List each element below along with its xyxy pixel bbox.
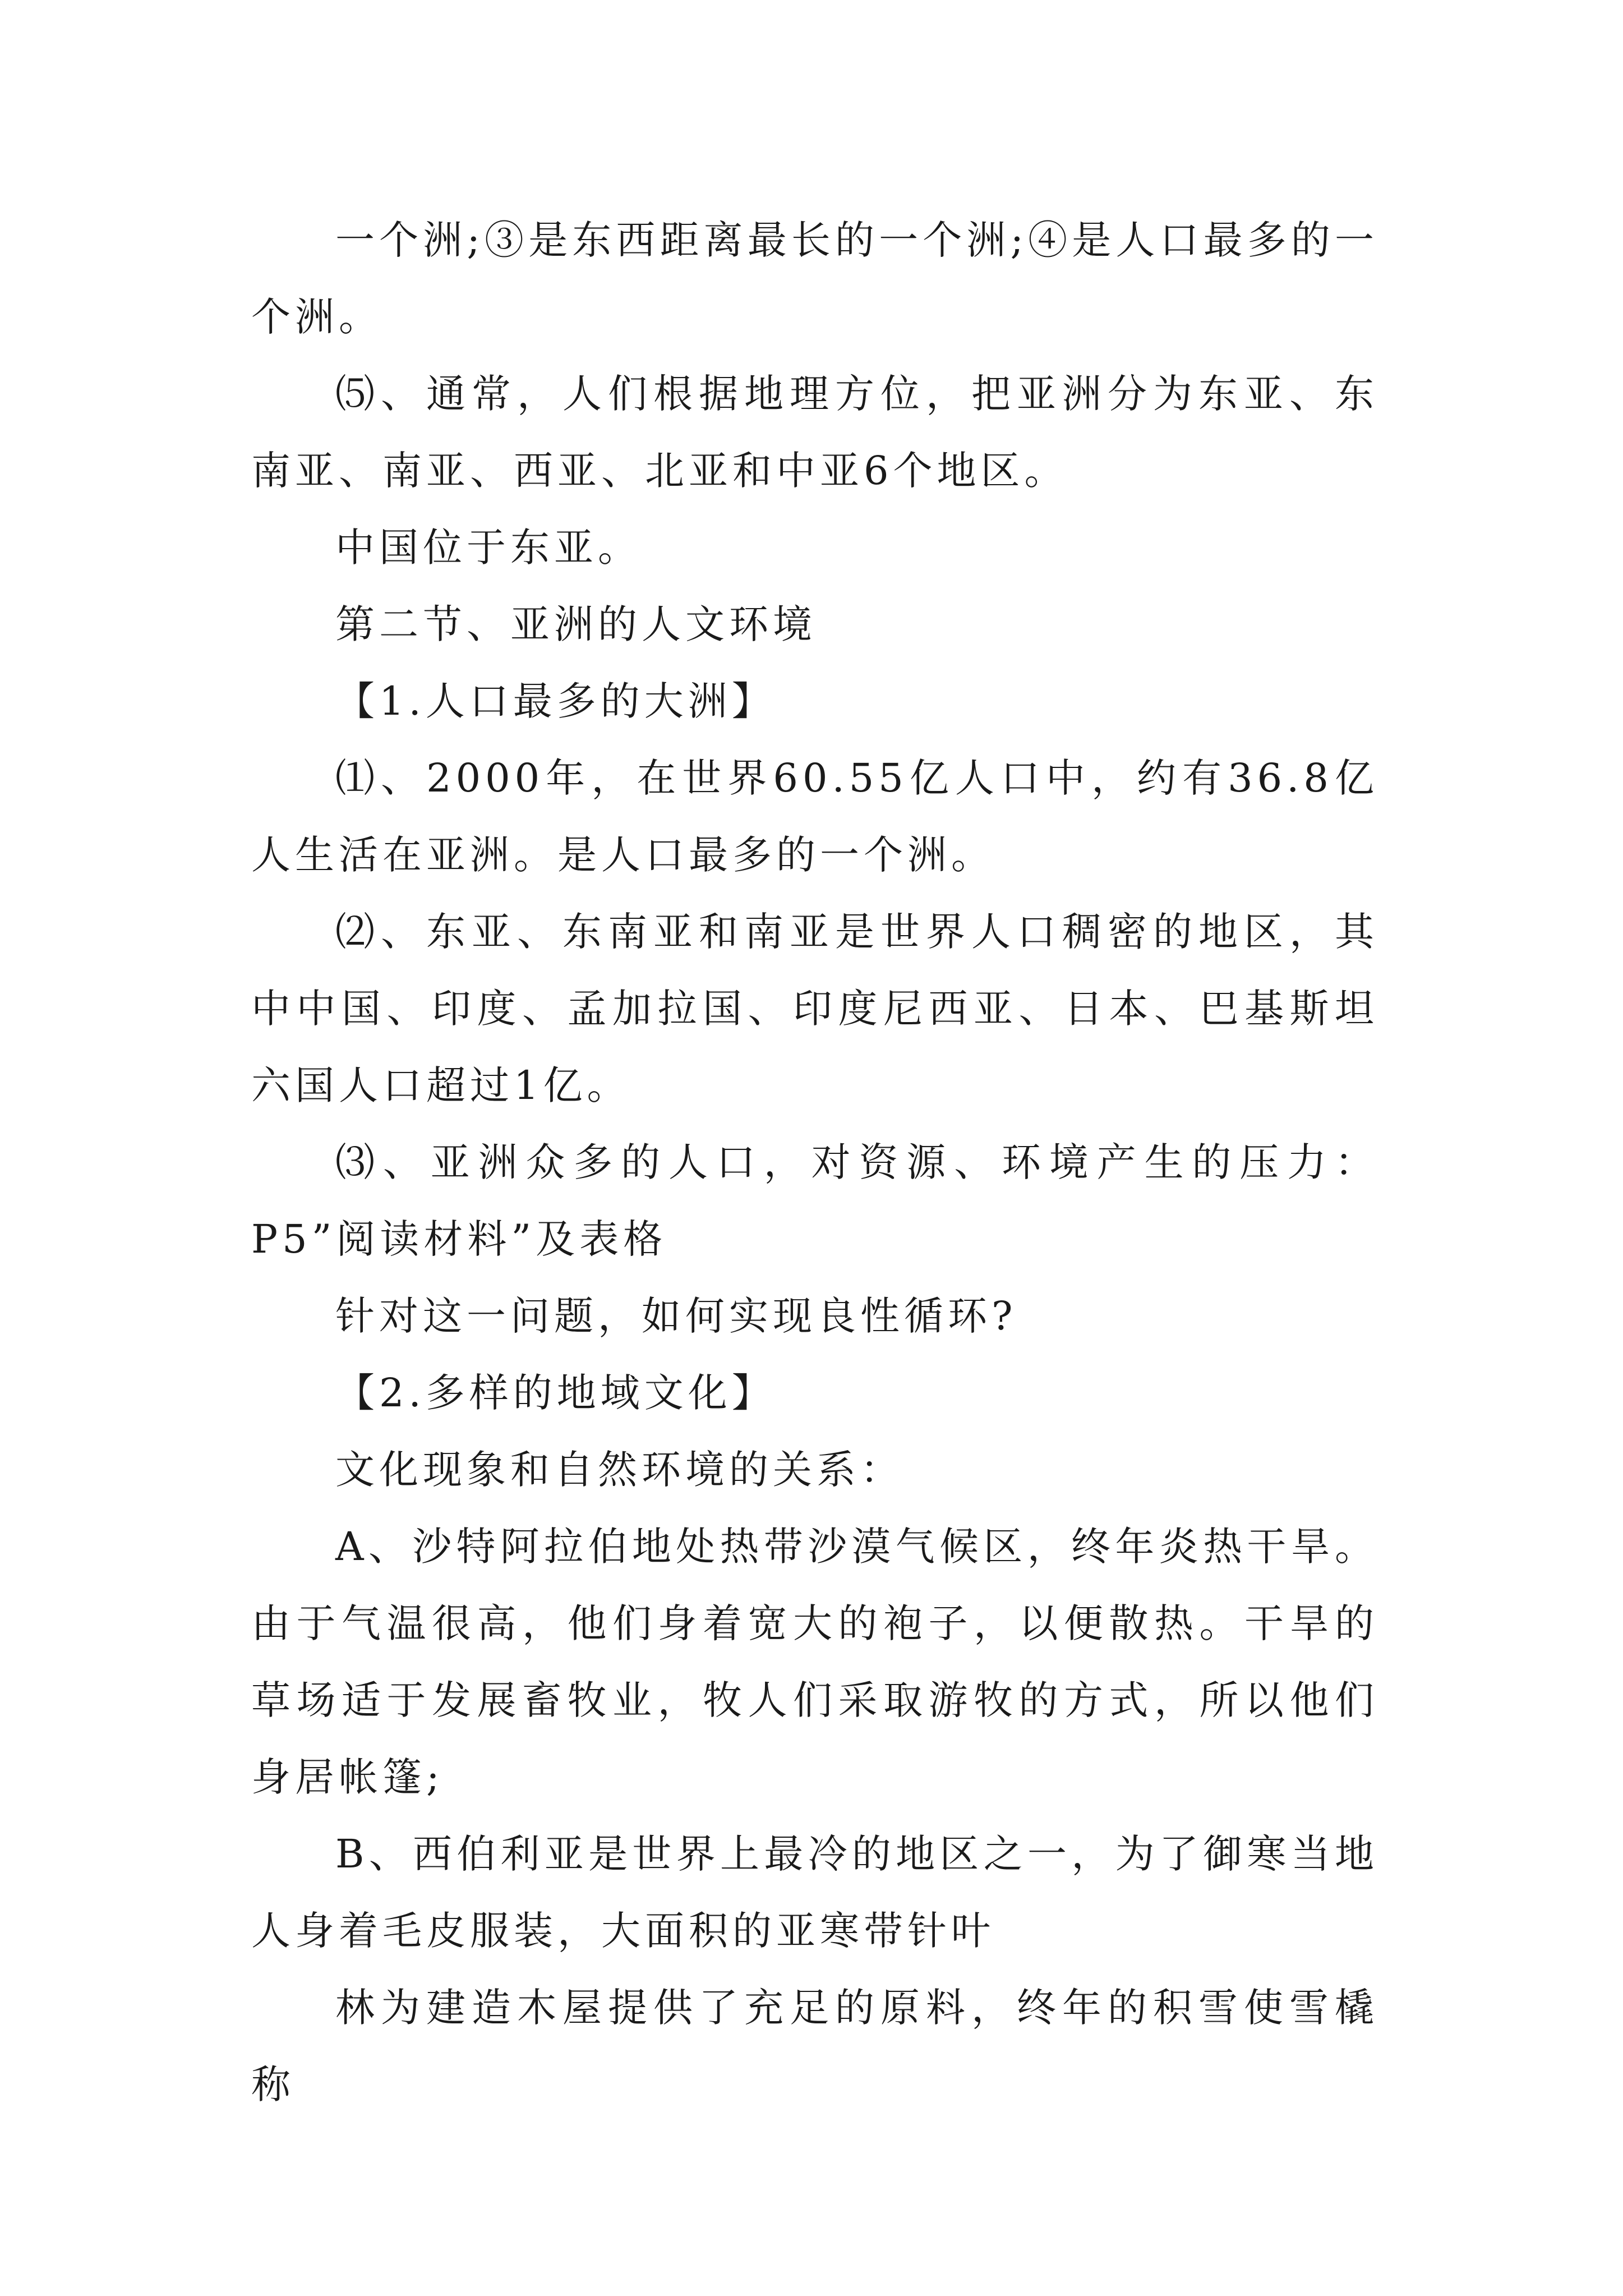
paragraph-14: 林为建造木屋提供了充足的原料，终年的积雪使雪橇称 bbox=[251, 1985, 1378, 2108]
paragraph-8: ⑶、亚洲众多的人口，对资源、环境产生的压力：P5”阅读材料”及表格 bbox=[251, 1139, 1378, 1262]
subheading-population: 【1.人口最多的大洲】 bbox=[335, 678, 776, 724]
paragraph-3: 中国位于东亚。 bbox=[335, 524, 642, 570]
paragraph-1: 一个洲;③是东西距离最长的一个洲;④是人口最多的一个洲。 bbox=[251, 217, 1378, 340]
subheading-culture: 【2.多样的地域文化】 bbox=[335, 1370, 776, 1416]
paragraph-13: B、西伯利亚是世界上最冷的地区之一，为了御寒当地人身着毛皮服装，大面积的亚寒带针叶 bbox=[251, 1831, 1378, 1954]
paragraph-6: ⑴、2000年，在世界60.55亿人口中，约有36.8亿人生活在亚洲。是人口最多的一个洲。 bbox=[251, 755, 1378, 878]
paragraph-12: A、沙特阿拉伯地处热带沙漠气候区，终年炎热干旱。由于气温很高，他们身着宽大的袍子，以便散热。干旱的草场适于发展畜牧业，牧人们采取游牧的方式，所以他们身居帐篷; bbox=[251, 1524, 1378, 1800]
paragraph-2: ⑸、通常，人们根据地理方位，把亚洲分为东亚、东南亚、南亚、西亚、北亚和中亚6个地区。 bbox=[251, 371, 1378, 494]
paragraph-11: 文化现象和自然环境的关系： bbox=[335, 1447, 904, 1493]
paragraph-7: ⑵、东亚、东南亚和南亚是世界人口稠密的地区，其中中国、印度、孟加拉国、印度尼西亚、日本、巴基斯坦六国人口超过1亿。 bbox=[251, 909, 1378, 1108]
document-body bbox=[251, 202, 1378, 2123]
section-heading: 第二节、亚洲的人文环境 bbox=[335, 601, 817, 647]
paragraph-9: 针对这一问题，如何实现良性循环? bbox=[335, 1293, 1017, 1339]
